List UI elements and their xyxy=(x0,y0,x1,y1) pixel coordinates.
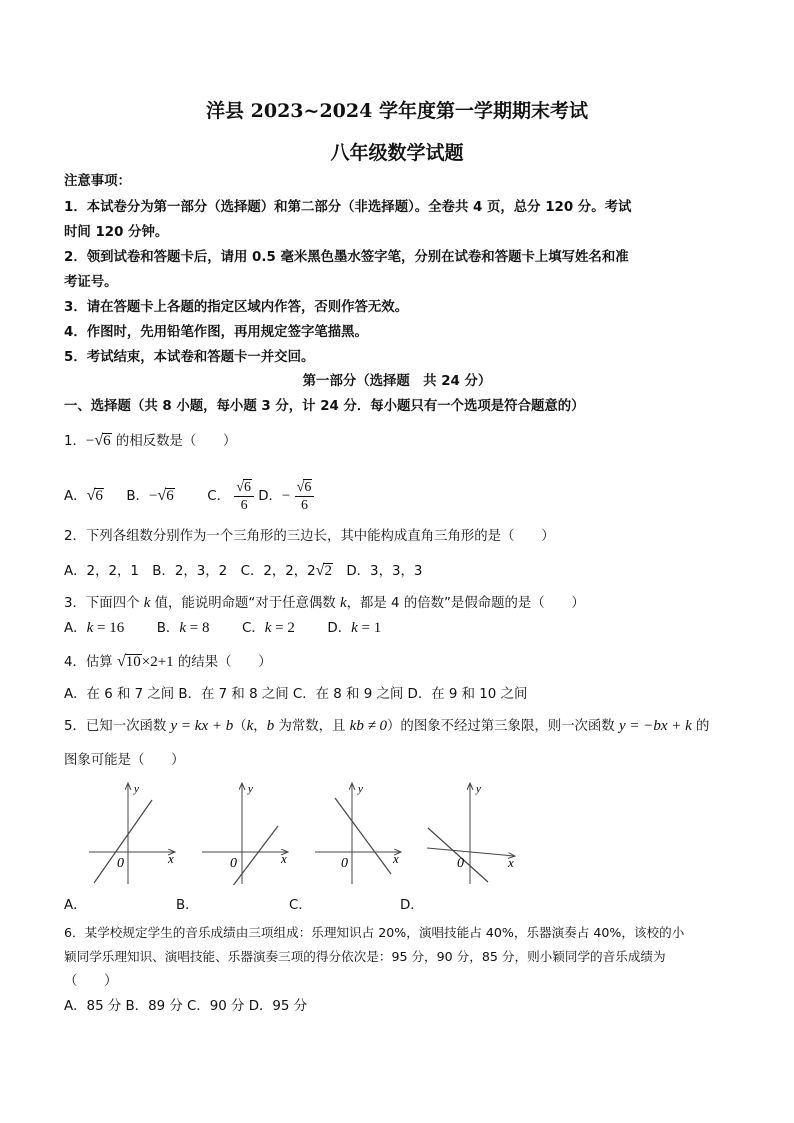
q5-graph-a-label: A． xyxy=(64,898,87,913)
q5-mid-3: ）的图象不经过第三象限，则一次函数 xyxy=(387,719,619,734)
x-axis-label: x xyxy=(168,851,174,866)
q1-radicand: 6 xyxy=(103,433,111,449)
q5-pre: 5．已知一次函数 xyxy=(64,719,171,734)
q3-option-d-label: D． xyxy=(327,621,352,636)
q3-option-a-value: = 16 xyxy=(93,620,125,636)
q1-option-d-radicand: 6 xyxy=(304,479,312,495)
x-axis-label: x xyxy=(508,855,514,870)
part-one-title: 第一部分（选择题 共 24 分） xyxy=(302,374,492,389)
question-3-options xyxy=(64,619,381,638)
q5-condition: kb ≠ 0 xyxy=(349,718,388,734)
question-6-line-3: （ ） xyxy=(64,974,118,989)
q3-option-b-var: k xyxy=(179,620,186,636)
q3-option-c-label: C． xyxy=(241,621,265,636)
q1-option-a-radicand: 6 xyxy=(95,488,103,504)
notice-item-5: 5．考试结束，本试卷和答题卡一并交回。 xyxy=(64,350,315,365)
q3-option-b-value: = 8 xyxy=(185,620,210,636)
q3-option-a-var: k xyxy=(86,620,94,636)
q5-graph-d-label: D． xyxy=(400,898,424,913)
q1-option-b-label: B． xyxy=(126,489,149,504)
q5-graph-b xyxy=(202,783,287,885)
notice-item-3: 3．请在答题卡上各题的指定区域内作答，否则作答无效。 xyxy=(64,300,409,315)
question-4 xyxy=(64,653,272,672)
origin-label: 0 xyxy=(341,856,348,871)
notice-item-1-line-2: 时间 120 分钟。 xyxy=(64,225,169,240)
q3-pre: 3．下面四个 xyxy=(64,596,144,611)
radical-sign-icon: √ xyxy=(116,653,126,670)
question-1 xyxy=(64,432,236,451)
q4-radicand: 10 xyxy=(125,654,141,670)
question-6-options: A．85 分 B．89 分 C．90 分 D．95 分 xyxy=(64,999,308,1014)
q3-option-c-value: = 2 xyxy=(271,620,295,636)
q3-var-k-2: k xyxy=(339,595,347,611)
q1-option-c-fraction xyxy=(234,479,254,514)
q5-comma: ， xyxy=(253,719,267,734)
q5-function-2: y = −bx + k xyxy=(618,718,692,734)
q1-option-c-denominator: 6 xyxy=(240,497,248,513)
q1-option-b-minus: − xyxy=(148,488,158,504)
q5-graph-d xyxy=(427,783,514,884)
q5-function-1: y = kx + b xyxy=(170,718,234,734)
q1-option-d-denominator: 6 xyxy=(300,497,308,513)
q1-option-d-minus: − xyxy=(281,488,291,504)
q5-graph-b-label: B． xyxy=(176,898,199,913)
q4-pre: 4．估算 xyxy=(64,655,117,670)
question-1-options xyxy=(64,476,314,517)
radical-sign-icon: √ xyxy=(236,479,244,495)
x-axis-label: x xyxy=(281,851,287,866)
q4-expression: ×2+1 xyxy=(141,654,174,670)
y-axis-label: y xyxy=(134,783,139,795)
q5-var-k: k xyxy=(246,718,254,734)
q5-post: 的 xyxy=(691,719,710,734)
graph-line xyxy=(428,828,488,882)
q3-var-k: k xyxy=(143,595,151,611)
q5-mid-1: （ xyxy=(233,719,247,734)
q2-radicand: 2 xyxy=(324,563,332,579)
notice-item-2-line-2: 考证号。 xyxy=(64,275,118,290)
section-one-heading: 一、选择题（共 8 小题，每小题 3 分，计 24 分．每小题只有一个选项是符合题意的） xyxy=(64,399,585,414)
q3-option-a-label: A． xyxy=(64,621,87,636)
radical-sign-icon: √ xyxy=(296,479,305,495)
q5-mid-2: 为常数，且 xyxy=(274,719,350,734)
y-axis-label: y xyxy=(476,783,481,795)
notice-item-1-line-1: 1．本试卷分为第一部分（选择题）和第二部分（非选择题）。全卷共 4 页，总分 120 分。考试 xyxy=(64,200,632,215)
origin-label: 0 xyxy=(457,856,464,871)
question-3 xyxy=(64,594,585,613)
q1-number: 1． xyxy=(64,434,86,449)
question-5-line-2: 图象可能是（ ） xyxy=(64,753,185,768)
q2-options-post: D．3，3，3 xyxy=(332,564,423,579)
q5-graph-c xyxy=(315,783,400,884)
q3-option-d-var: k xyxy=(351,620,358,636)
radical-sign-icon: √ xyxy=(315,562,325,579)
q1-option-c-radicand: 6 xyxy=(243,479,251,495)
y-axis-label: y xyxy=(358,783,363,795)
exam-subtitle: 八年级数学试题 xyxy=(330,142,464,164)
q2-options-pre: A．2，2，1 B．2，3，2 C．2，2，2 xyxy=(64,564,316,579)
q3-mid: 值，能说明命题“对于任意偶数 xyxy=(150,596,340,611)
question-6-line-1: 6．某学校规定学生的音乐成绩由三项组成：乐理知识占 20%，演唱技能占 40%，乐器演奏占 40%，该校的小 xyxy=(64,925,685,940)
notice-item-2-line-1: 2．领到试卷和答题卡后，请用 0.5 毫米黑色墨水签字笔，分别在试卷和答题卡上填写姓名和准 xyxy=(64,250,629,265)
q3-option-d-value: = 1 xyxy=(357,620,382,636)
q3-post: ，都是 4 的倍数”是假命题的是（ ） xyxy=(346,596,585,611)
q5-graphs xyxy=(0,770,794,885)
origin-label: 0 xyxy=(230,856,237,871)
q5-graph-c-label: C． xyxy=(289,898,312,913)
radical-sign-icon: √ xyxy=(157,487,167,504)
q1-option-a-label: A． xyxy=(64,489,87,504)
origin-label: 0 xyxy=(117,856,124,871)
radical-sign-icon: √ xyxy=(86,487,96,504)
question-5 xyxy=(64,717,709,736)
q1-option-b-radicand: 6 xyxy=(166,488,174,504)
x-axis-label: x xyxy=(393,851,399,866)
q1-stem-suffix: 的相反数是（ ） xyxy=(111,434,237,449)
q5-var-b: b xyxy=(266,718,275,734)
question-4-options: A．在 6 和 7 之间 B．在 7 和 8 之间 C．在 8 和 9 之间 D．在 9 和 10 之间 xyxy=(64,687,528,702)
radical-sign-icon: √ xyxy=(94,432,104,449)
exam-title: 洋县 2023~2024 学年度第一学期期末考试 xyxy=(206,100,588,122)
q5-graph-a xyxy=(89,783,174,884)
q1-option-d-fraction xyxy=(295,479,315,514)
q1-minus: − xyxy=(85,433,95,449)
q3-option-c-var: k xyxy=(264,620,272,636)
q4-post: 的结果（ ） xyxy=(173,655,272,670)
y-axis-label: y xyxy=(248,783,253,795)
question-2-options xyxy=(64,562,422,581)
q3-option-b-label: B． xyxy=(156,621,180,636)
question-2: 2．下列各组数分别作为一个三角形的三边长，其中能构成直角三角形的是（ ） xyxy=(64,529,555,544)
q1-option-c-label: C． xyxy=(207,489,230,504)
notice-heading: 注意事项： xyxy=(64,174,131,189)
notice-item-4: 4．作图时，先用铅笔作图，再用规定签字笔描黑。 xyxy=(64,325,368,340)
q1-option-d-label: D． xyxy=(258,489,282,504)
question-6-line-2: 颖同学乐理知识、演唱技能、乐器演奏三项的得分依次是：95 分，90 分，85 分，则小颖同学的音乐成绩为 xyxy=(64,949,666,964)
